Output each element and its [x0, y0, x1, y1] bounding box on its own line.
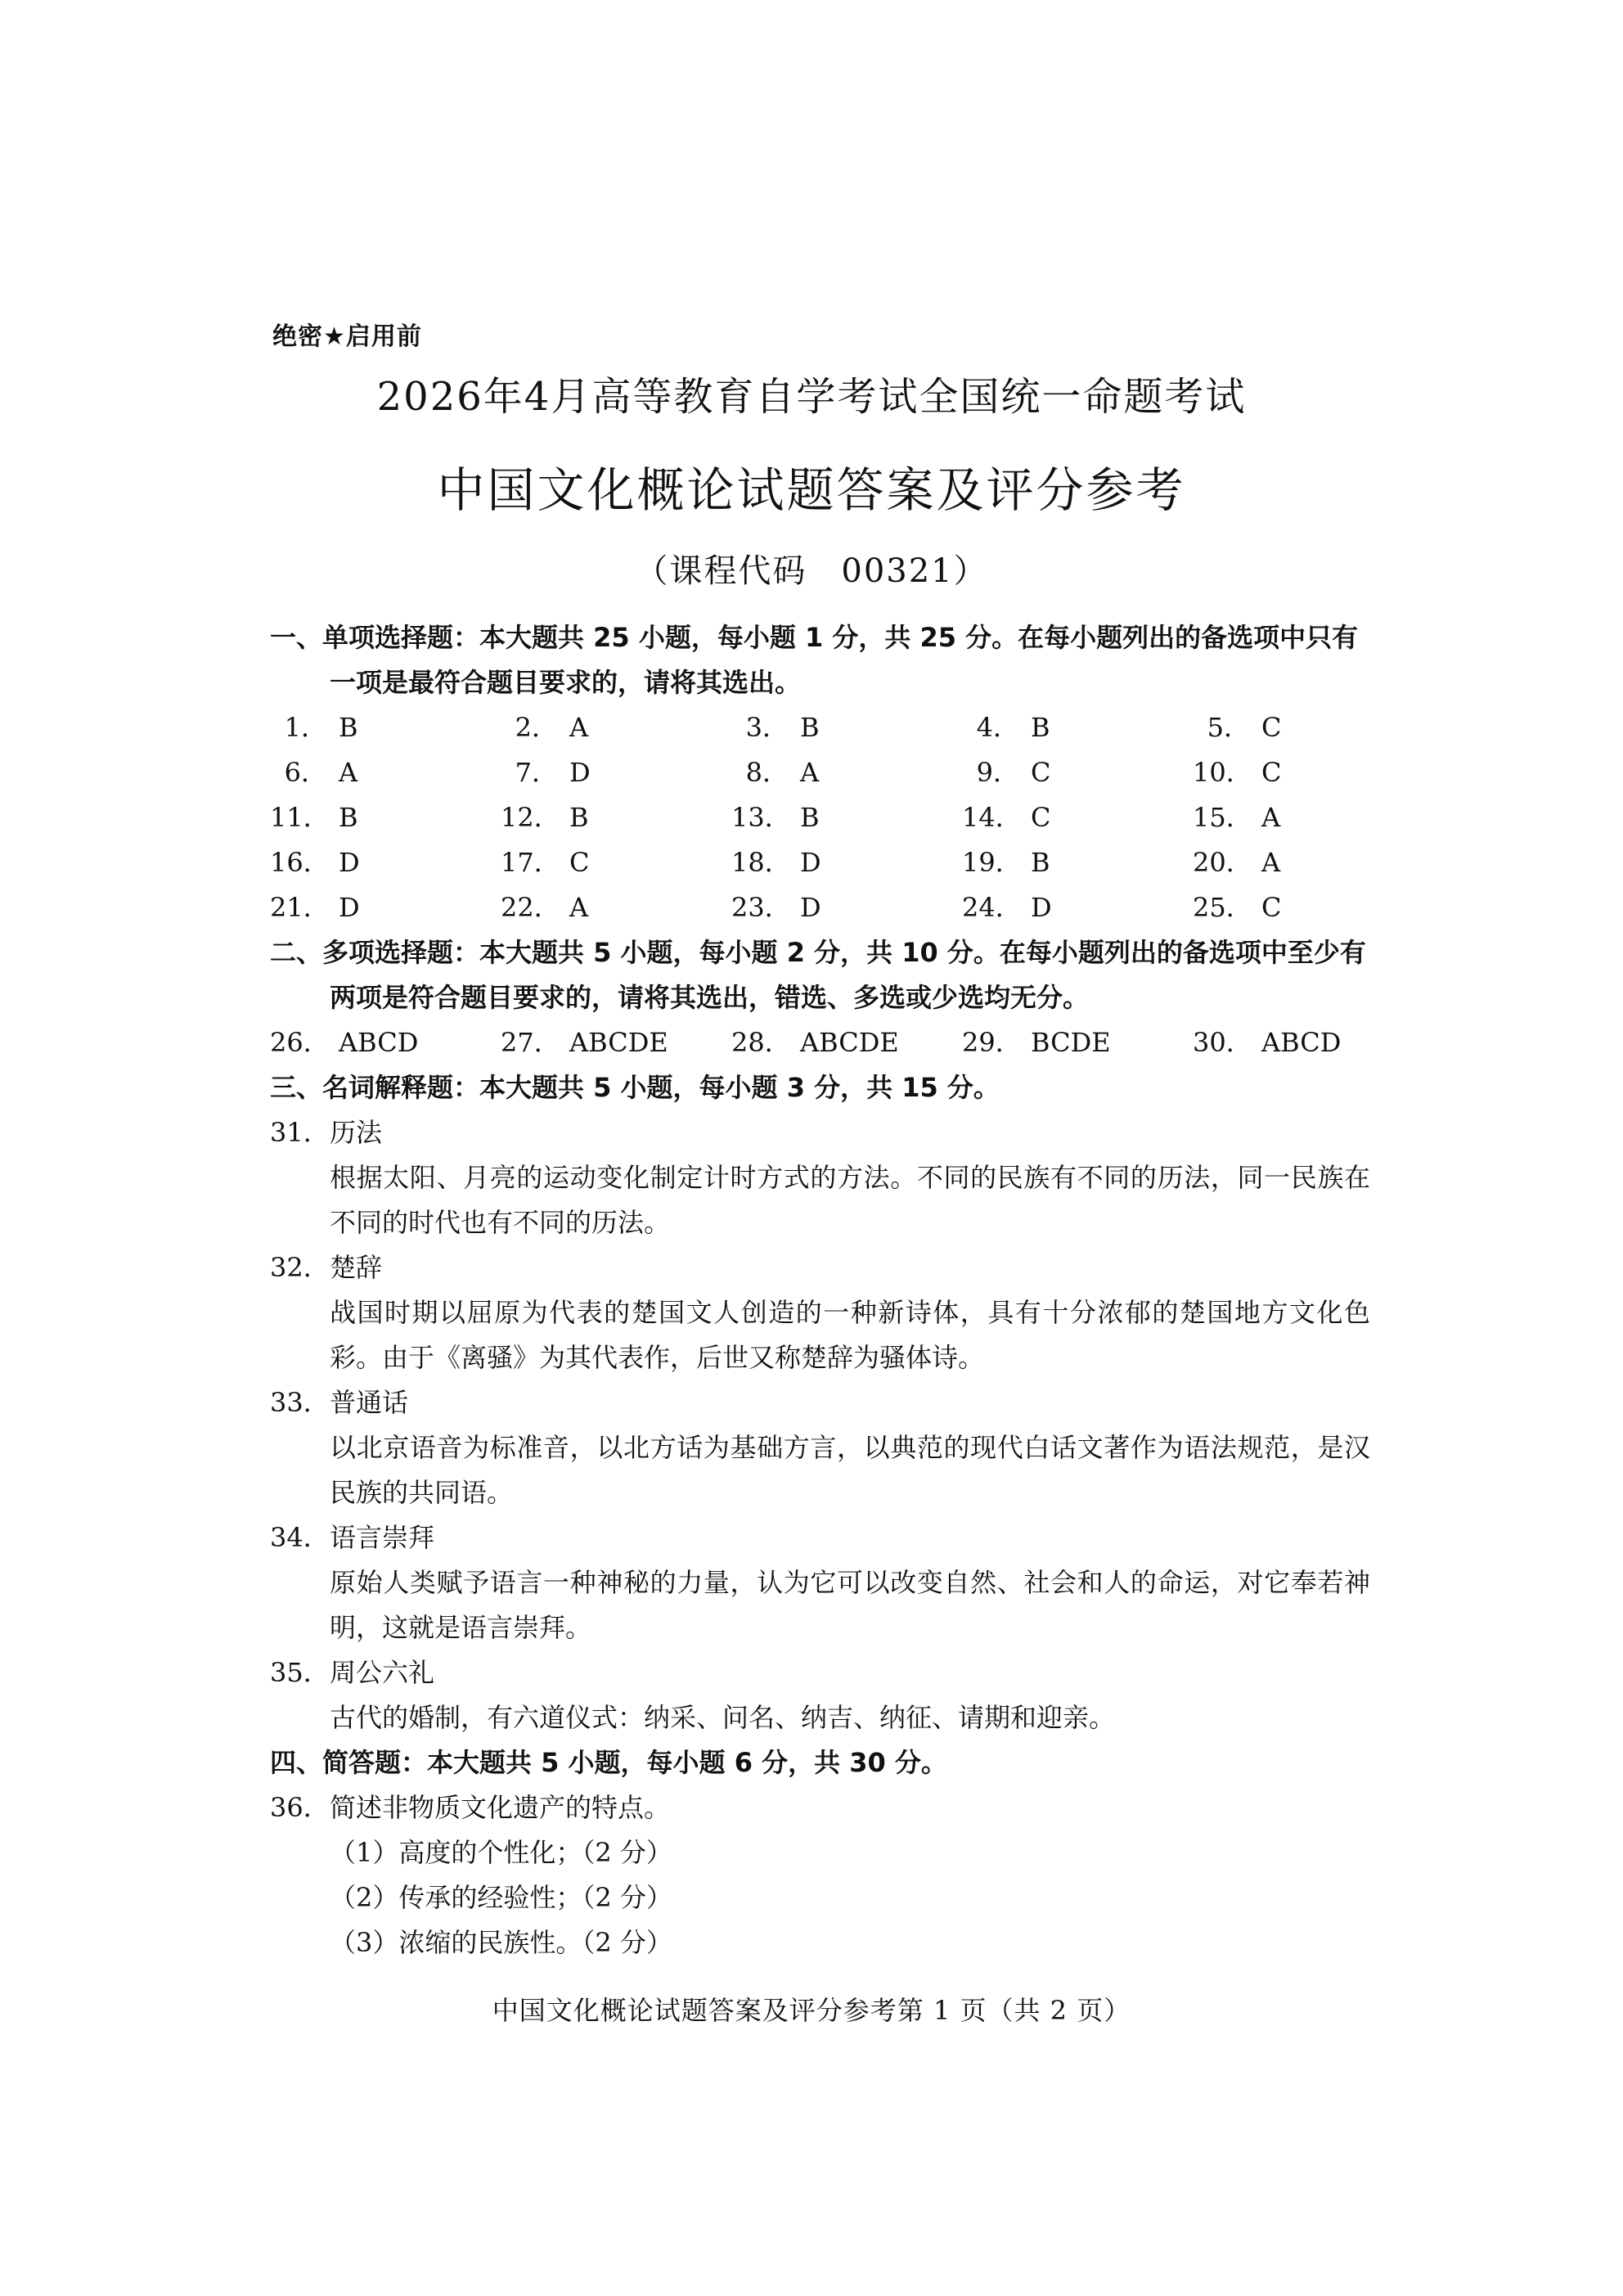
- section-2-heading: 二、多项选择题：本大题共 5 小题，每小题 2 分，共 10 分。在每小题列出的备选项中至少有两项是符合题目要求的，请将其选出，错选、多选或少选均无分。: [270, 937, 1366, 1013]
- term-item: [270, 1380, 1370, 1515]
- course-code: （课程代码 00321）: [635, 552, 988, 590]
- term-definition: 根据太阳、月亮的运动变化制定计时方式的方法。不同的民族有不同的历法，同一民族在不同的时代也有不同的历法。: [330, 1162, 1370, 1238]
- answer-number: 25．: [1193, 892, 1252, 923]
- page-footer: 中国文化概论试题答案及评分参考第 1 页（共 2 页）: [492, 1995, 1131, 2026]
- question-36: [270, 1785, 1370, 1830]
- answer-choice: A: [569, 712, 589, 743]
- answer-cell: [501, 795, 731, 840]
- term-name: 周公六礼: [330, 1657, 435, 1688]
- answer-cell: [501, 750, 731, 795]
- term-item: [270, 1650, 1370, 1740]
- answer-cell: [501, 1020, 731, 1065]
- answer-cell: [1193, 885, 1370, 930]
- question-title: 简述非物质文化遗产的特点。: [330, 1792, 671, 1823]
- term-name: 普通话: [330, 1387, 409, 1418]
- answer-number: 19．: [962, 847, 1022, 878]
- answer-cell: [731, 795, 962, 840]
- term-item: [270, 1245, 1370, 1380]
- answer-choice: B: [339, 802, 358, 833]
- term-title: [270, 1515, 1370, 1560]
- answer-number: 5．: [1207, 712, 1250, 743]
- answer-number: 11．: [270, 802, 330, 833]
- answer-number: 18．: [731, 847, 791, 878]
- term-item: [270, 1515, 1370, 1650]
- answer-number: 21．: [270, 892, 330, 923]
- answer-choice: ABCDE: [800, 1027, 899, 1058]
- section-1-heading: 一、单项选择题：本大题共 25 小题，每小题 1 分，共 25 分。在每小题列出的备选项中只有一项是最符合题目要求的，请将其选出。: [270, 622, 1359, 698]
- secret-label: 绝密★启用前: [272, 322, 422, 351]
- answer-choice: A: [1261, 802, 1281, 833]
- answer-choice: B: [800, 712, 820, 743]
- answer-number: 1．: [284, 712, 327, 743]
- answer-choice: B: [339, 712, 358, 743]
- answer-choice: B: [1031, 712, 1050, 743]
- term-name: 语言崇拜: [330, 1522, 435, 1553]
- answer-number: 27．: [501, 1027, 560, 1058]
- answer-choice: D: [339, 892, 360, 923]
- answer-number: 29．: [962, 1027, 1022, 1058]
- content-body: [270, 615, 1370, 1965]
- answer-choice: ABCD: [1261, 1027, 1342, 1058]
- answer-choice: C: [1031, 757, 1051, 788]
- answer-number: 22．: [501, 892, 560, 923]
- answer-number: 12．: [501, 802, 560, 833]
- answer-cell: [1193, 795, 1370, 840]
- term-name: 历法: [330, 1117, 383, 1148]
- answer-number: 15．: [1193, 802, 1252, 833]
- answer-choice: D: [1031, 892, 1052, 923]
- answer-cell: [501, 705, 731, 750]
- answer-cell: [1193, 705, 1370, 750]
- answer-number: 4．: [976, 712, 1019, 743]
- answer-point: （3）浓缩的民族性。（2 分）: [330, 1927, 672, 1958]
- term-number: 33．: [270, 1387, 330, 1418]
- answer-cell: [1193, 750, 1370, 795]
- term-title: [270, 1110, 1370, 1155]
- answer-number: 17．: [501, 847, 560, 878]
- answer-number: 13．: [731, 802, 791, 833]
- answer-number: 2．: [515, 712, 558, 743]
- term-number: 34．: [270, 1522, 330, 1553]
- section-1-answers: [270, 705, 1370, 930]
- answer-cell: [1193, 1020, 1370, 1065]
- answer-point: （2）传承的经验性；（2 分）: [330, 1882, 672, 1913]
- section-4-heading: 四、简答题：本大题共 5 小题，每小题 6 分，共 30 分。: [270, 1747, 947, 1778]
- answer-choice: BCDE: [1031, 1027, 1111, 1058]
- term-title: [270, 1650, 1370, 1695]
- answer-cell: [270, 840, 501, 885]
- term-definition: 古代的婚制，有六道仪式：纳采、问名、纳吉、纳征、请期和迎亲。: [330, 1702, 1116, 1733]
- answer-point: （1）高度的个性化；（2 分）: [330, 1837, 672, 1868]
- answer-choice: A: [1261, 847, 1281, 878]
- answer-cell: [270, 885, 501, 930]
- answer-number: 6．: [284, 757, 327, 788]
- answer-choice: B: [569, 802, 589, 833]
- answer-number: 23．: [731, 892, 791, 923]
- section-3-terms: [270, 1110, 1370, 1740]
- term-definition: 以北京语音为标准音，以北方话为基础方言，以典范的现代白话文著作为语法规范，是汉民族的共同语。: [330, 1432, 1370, 1508]
- answer-choice: D: [339, 847, 360, 878]
- answer-choice: D: [800, 847, 821, 878]
- answer-choice: C: [1031, 802, 1051, 833]
- section-3-heading: 三、名词解释题：本大题共 5 小题，每小题 3 分，共 15 分。: [270, 1072, 1000, 1103]
- answer-choice: C: [569, 847, 590, 878]
- answer-number: 7．: [515, 757, 558, 788]
- answer-cell: [962, 885, 1193, 930]
- answer-cell: [962, 840, 1193, 885]
- answer-cell: [731, 750, 962, 795]
- term-definition: 原始人类赋予语言一种神秘的力量，认为它可以改变自然、社会和人的命运，对它奉若神明，这就是语言崇拜。: [330, 1567, 1370, 1643]
- term-number: 32．: [270, 1252, 330, 1283]
- answer-choice: B: [800, 802, 820, 833]
- answer-choice: C: [1261, 892, 1282, 923]
- answer-choice: D: [569, 757, 591, 788]
- answer-cell: [270, 750, 501, 795]
- question-number: 36．: [270, 1792, 330, 1823]
- answer-cell: [270, 705, 501, 750]
- answer-cell: [962, 795, 1193, 840]
- answer-cell: [731, 885, 962, 930]
- answer-number: 20．: [1193, 847, 1252, 878]
- section-2-answers: [270, 1020, 1370, 1065]
- answer-number: 9．: [976, 757, 1019, 788]
- answer-number: 14．: [962, 802, 1022, 833]
- answer-choice: B: [1031, 847, 1050, 878]
- answer-number: 26．: [270, 1027, 330, 1058]
- term-name: 楚辞: [330, 1252, 383, 1283]
- answer-choice: ABCD: [339, 1027, 419, 1058]
- answer-number: 16．: [270, 847, 330, 878]
- answer-number: 10．: [1193, 757, 1252, 788]
- answer-cell: [731, 840, 962, 885]
- answer-number: 30．: [1193, 1027, 1252, 1058]
- term-title: [270, 1245, 1370, 1290]
- answer-number: 28．: [731, 1027, 791, 1058]
- answer-choice: D: [800, 892, 821, 923]
- answer-choice: C: [1261, 712, 1282, 743]
- term-title: [270, 1380, 1370, 1425]
- answer-cell: [731, 705, 962, 750]
- term-item: [270, 1110, 1370, 1245]
- answer-number: 24．: [962, 892, 1022, 923]
- answer-number: 3．: [745, 712, 789, 743]
- term-definition: 战国时期以屈原为代表的楚国文人创造的一种新诗体，具有十分浓郁的楚国地方文化色彩。由于《离骚》为其代表作，后世又称楚辞为骚体诗。: [330, 1297, 1370, 1373]
- answer-cell: [501, 840, 731, 885]
- answer-cell: [501, 885, 731, 930]
- answer-choice: A: [339, 757, 358, 788]
- answer-cell: [962, 750, 1193, 795]
- answer-cell: [1193, 840, 1370, 885]
- answer-cell: [270, 795, 501, 840]
- answer-choice: A: [800, 757, 820, 788]
- answer-choice: ABCDE: [569, 1027, 668, 1058]
- term-number: 35．: [270, 1657, 330, 1688]
- answer-choice: C: [1261, 757, 1282, 788]
- page-title: 中国文化概论试题答案及评分参考: [437, 462, 1186, 518]
- answer-cell: [731, 1020, 962, 1065]
- answer-cell: [270, 1020, 501, 1065]
- answer-choice: A: [569, 892, 589, 923]
- exam-title: 2026年4月高等教育自学考试全国统一命题考试: [376, 374, 1247, 420]
- answer-cell: [962, 705, 1193, 750]
- answer-cell: [962, 1020, 1193, 1065]
- term-number: 31．: [270, 1117, 330, 1148]
- answer-number: 8．: [745, 757, 789, 788]
